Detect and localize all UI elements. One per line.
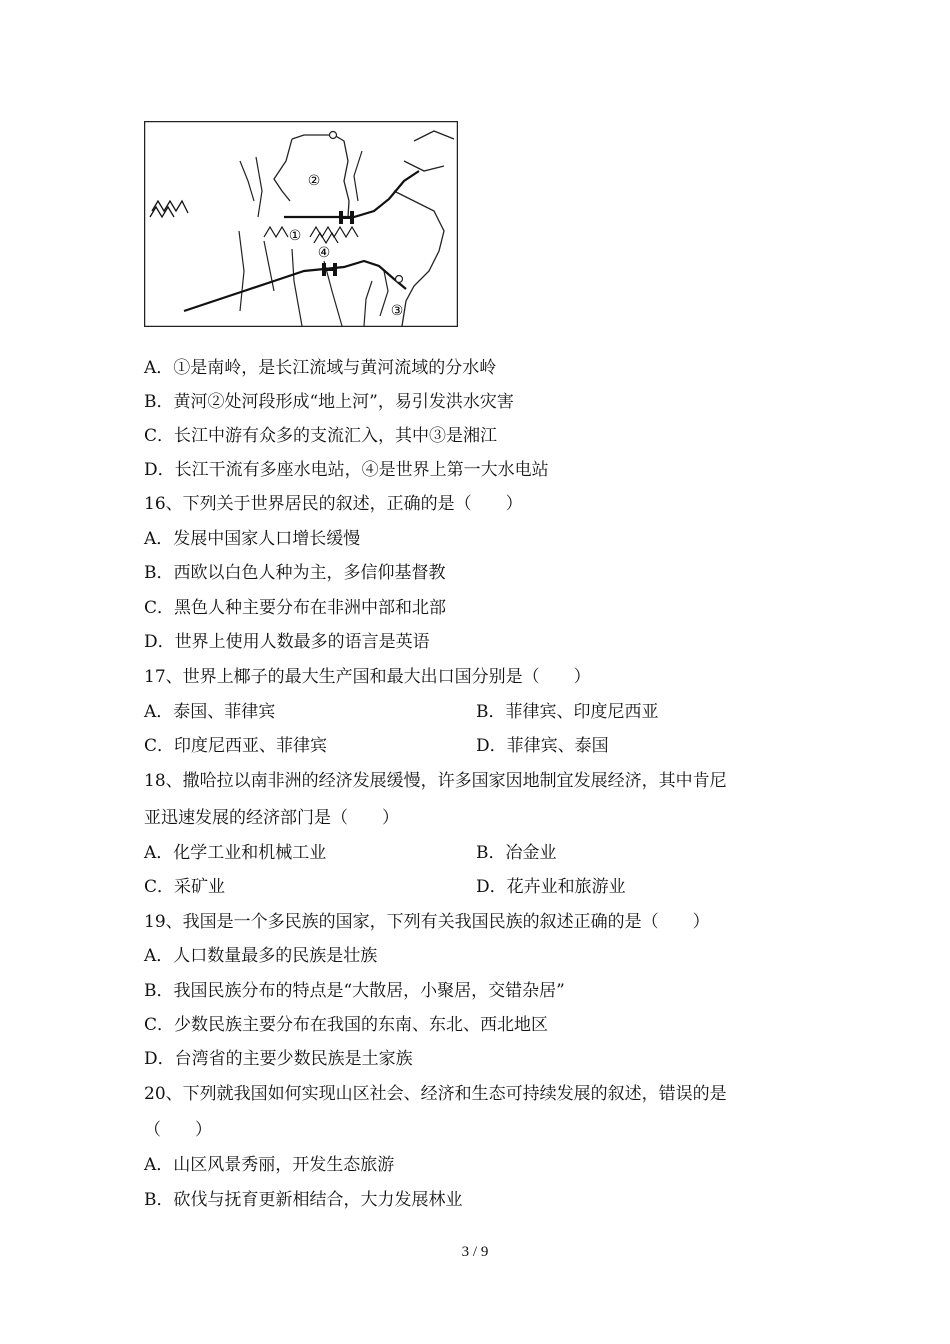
q17-stem: 17、世界上椰子的最大生产国和最大出口国分别是（ ） (144, 667, 591, 687)
q18-option-b: B．冶金业 (476, 843, 557, 863)
q18-option-a: A．化学工业和机械工业 (144, 843, 327, 863)
q17-option-d: D．菲律宾、泰国 (476, 736, 609, 756)
q19-option-a: A．人口数量最多的民族是壮族 (144, 946, 378, 966)
q16-option-d: D．世界上使用人数最多的语言是英语 (144, 632, 430, 652)
q18-option-d: D．花卉业和旅游业 (476, 877, 626, 897)
q18-stem-line2: 亚迅速发展的经济部门是（ ） (144, 808, 399, 828)
q16-option-b: B．西欧以白色人种为主，多信仰基督教 (144, 563, 446, 583)
map-label-2: ② (307, 173, 321, 189)
q15-option-a: A．①是南岭，是长江流域与黄河流域的分水岭 (144, 358, 497, 378)
q18-stem-line1: 18、撒哈拉以南非洲的经济发展缓慢，许多国家因地制宜发展经济，其中肯尼 (144, 771, 727, 791)
q15-option-c: C．长江中游有众多的支流汇入，其中③是湘江 (144, 426, 498, 446)
q19-stem: 19、我国是一个多民族的国家，下列有关我国民族的叙述正确的是（ ） (144, 912, 710, 932)
q15-option-b: B．黄河②处河段形成“地上河”，易引发洪水灾害 (144, 392, 514, 412)
q20-stem-line1: 20、下列就我国如何实现山区社会、经济和生态可持续发展的叙述，错误的是 (144, 1084, 727, 1104)
q16-stem: 16、下列关于世界居民的叙述，正确的是（ ） (144, 494, 523, 514)
q16-option-a: A．发展中国家人口增长缓慢 (144, 529, 361, 549)
q19-option-c: C．少数民族主要分布在我国的东南、东北、西北地区 (144, 1015, 549, 1035)
q17-option-b: B．菲律宾、印度尼西亚 (476, 702, 659, 722)
q15-option-d: D．长江干流有多座水电站，④是世界上第一大水电站 (144, 460, 549, 480)
q18-option-c: C．采矿业 (144, 877, 226, 897)
river-map-figure (144, 121, 458, 327)
map-label-1: ① (288, 228, 302, 244)
q20-stem-line2: （ ） (144, 1120, 212, 1140)
q20-option-b: B．砍伐与抚育更新相结合，大力发展林业 (144, 1190, 463, 1210)
q17-option-a: A．泰国、菲律宾 (144, 702, 276, 722)
q19-option-d: D．台湾省的主要少数民族是土家族 (144, 1049, 413, 1069)
q17-option-c: C．印度尼西亚、菲律宾 (144, 736, 328, 756)
q16-option-c: C．黑色人种主要分布在非洲中部和北部 (144, 598, 447, 618)
q19-option-b: B．我国民族分布的特点是“大散居，小聚居，交错杂居” (144, 981, 565, 1001)
page-number: 3 / 9 (461, 1244, 489, 1260)
map-label-3: ③ (390, 303, 404, 319)
q20-option-a: A．山区风景秀丽，开发生态旅游 (144, 1155, 395, 1175)
map-label-4: ④ (317, 245, 331, 261)
